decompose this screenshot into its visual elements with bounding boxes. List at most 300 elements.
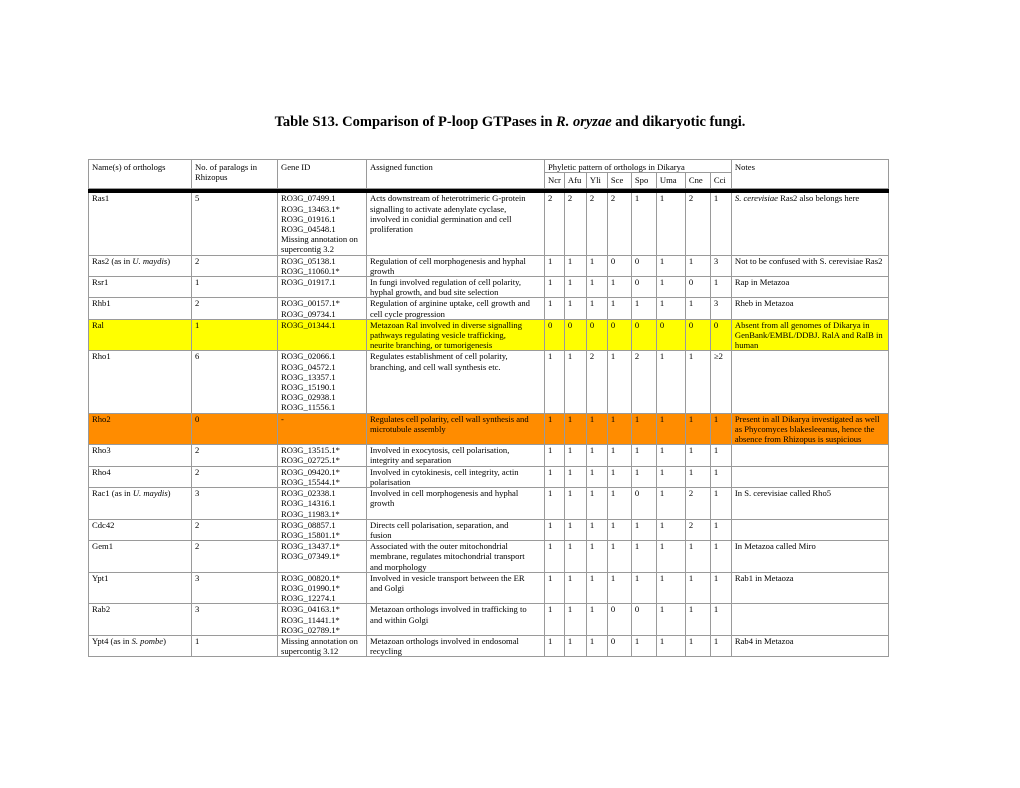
pattern-afu: 1 xyxy=(564,488,586,520)
notes-cell xyxy=(731,604,888,636)
pattern-spo: 2 xyxy=(631,351,656,413)
title-prefix: Table S13. Comparison of P-loop GTPases in xyxy=(274,114,557,130)
function-line: Directs cell polarisation, separation, and xyxy=(370,519,509,530)
function-line: branching, and cell wall synthesis etc. xyxy=(370,361,501,372)
gene-ids xyxy=(278,541,367,573)
ortholog-name-text: Rho2 xyxy=(92,413,111,424)
pattern-afu: 1 xyxy=(564,466,586,487)
function-line: polarisation xyxy=(370,476,411,487)
gene-id: RO3G_04572.1 xyxy=(281,361,336,372)
pattern-cci: 3 xyxy=(710,298,731,319)
gene-id: supercontig 3.12 xyxy=(281,646,339,657)
header-gene-id: Gene ID xyxy=(278,160,367,189)
gene-id: RO3G_05138.1 xyxy=(281,255,336,266)
pattern-cci: 1 xyxy=(710,413,731,445)
pattern-yli: 1 xyxy=(586,488,607,520)
function-line: growth xyxy=(370,498,395,509)
pattern-cne: 0 xyxy=(685,319,710,351)
pattern-afu: 2 xyxy=(564,193,586,255)
gene-id: RO3G_11556.1 xyxy=(281,402,336,413)
function-line: membrane, regulates mitochondrial transport xyxy=(370,551,525,562)
pattern-cci: 0 xyxy=(710,319,731,351)
paralog-count: 2 xyxy=(192,255,278,276)
species-header-spo: Spo xyxy=(631,173,656,189)
function-line: hyphal growth, and bud site selection xyxy=(370,287,499,298)
ortholog-name-species: S. pombe xyxy=(131,635,164,646)
header-paralogs: No. of paralogs in Rhizopus xyxy=(192,160,278,189)
ortholog-name-text: Rho1 xyxy=(92,351,111,362)
pattern-cci: 1 xyxy=(710,488,731,520)
notes-species: S. cerevisiae xyxy=(734,193,778,204)
function-line: Involved in cytokinesis, cell integrity, actin xyxy=(370,466,519,477)
gene-ids xyxy=(278,635,367,656)
pattern-spo: 1 xyxy=(631,466,656,487)
pattern-cci: 1 xyxy=(710,635,731,656)
paralog-count: 1 xyxy=(192,635,278,656)
ortholog-name-text: Rac1 (as in xyxy=(92,488,133,499)
pattern-spo: 0 xyxy=(631,488,656,520)
pattern-uma: 1 xyxy=(656,277,685,298)
pattern-cne: 1 xyxy=(685,351,710,413)
pattern-yli: 1 xyxy=(586,604,607,636)
pattern-afu: 1 xyxy=(564,541,586,573)
gene-ids xyxy=(278,351,367,413)
table-row xyxy=(89,541,889,573)
paralog-count: 5 xyxy=(192,193,278,255)
gene-ids xyxy=(278,519,367,540)
gene-id: RO3G_13463.1* xyxy=(281,203,340,214)
pattern-yli: 2 xyxy=(586,351,607,413)
gene-id: RO3G_11983.1* xyxy=(281,508,340,519)
ortholog-name-text: Ral xyxy=(92,319,104,330)
notes-cell xyxy=(731,572,888,604)
ortholog-name xyxy=(89,255,192,276)
pattern-ncr: 1 xyxy=(545,488,565,520)
pattern-yli: 1 xyxy=(586,519,607,540)
notes-cell xyxy=(731,445,888,466)
pattern-uma: 1 xyxy=(656,519,685,540)
pattern-cci: 1 xyxy=(710,541,731,573)
gene-id: RO3G_02938.1 xyxy=(281,392,336,403)
notes-cell xyxy=(731,466,888,487)
pattern-cci: 1 xyxy=(710,445,731,466)
function-line: fusion xyxy=(370,529,392,540)
pattern-afu: 1 xyxy=(564,255,586,276)
pattern-cne: 1 xyxy=(685,635,710,656)
function-line: Associated with the outer mitochondrial xyxy=(370,541,508,552)
ortholog-name-species: U. maydis xyxy=(132,488,168,499)
pattern-afu: 1 xyxy=(564,519,586,540)
header-function: Assigned function xyxy=(367,160,545,189)
gene-ids xyxy=(278,572,367,604)
ortholog-name-text: Cdc42 xyxy=(92,519,115,530)
pattern-spo: 0 xyxy=(631,255,656,276)
gene-id: RO3G_13437.1* xyxy=(281,541,340,552)
gene-id: RO3G_08857.1 xyxy=(281,519,336,530)
function-line: Regulation of arginine uptake, cell growth and xyxy=(370,298,530,309)
pattern-ncr: 0 xyxy=(545,319,565,351)
assigned-function xyxy=(367,413,545,445)
notes-text: Absent from all genomes of Dikarya in GenBank/EMBL/DDBJ. RalA and RalB in human xyxy=(734,319,883,351)
pattern-uma: 1 xyxy=(656,193,685,255)
table-row xyxy=(89,466,889,487)
gene-ids xyxy=(278,466,367,487)
notes-text: Rap in Metazoa xyxy=(734,277,790,288)
pattern-spo: 0 xyxy=(631,319,656,351)
header-notes: Notes xyxy=(731,160,888,189)
pattern-sce: 2 xyxy=(607,193,631,255)
gene-id: RO3G_07349.1* xyxy=(281,551,340,562)
gene-id: RO3G_01917.1 xyxy=(281,277,336,288)
pattern-cne: 2 xyxy=(685,488,710,520)
paralog-count: 3 xyxy=(192,572,278,604)
gene-ids xyxy=(278,277,367,298)
notes-cell xyxy=(731,277,888,298)
species-header-ncr: Ncr xyxy=(545,173,565,189)
notes-cell xyxy=(731,635,888,656)
pattern-ncr: 1 xyxy=(545,413,565,445)
paralog-count: 1 xyxy=(192,319,278,351)
pattern-spo: 1 xyxy=(631,193,656,255)
assigned-function xyxy=(367,298,545,319)
title-species: R. oryzae xyxy=(556,114,612,130)
ortholog-name-suffix: ) xyxy=(167,488,171,499)
function-line: Metazoan orthologs involved in trafficking to xyxy=(370,604,527,615)
table-body xyxy=(89,193,889,657)
assigned-function xyxy=(367,604,545,636)
ortholog-name-text: Rho4 xyxy=(92,466,111,477)
notes-cell xyxy=(731,413,888,445)
function-line: involved in conidial germination and cell xyxy=(370,213,512,224)
gtpase-table xyxy=(88,159,889,657)
gene-id: RO3G_15544.1* xyxy=(281,476,340,487)
gene-id: RO3G_11441.1* xyxy=(281,614,340,625)
pattern-cci: 1 xyxy=(710,277,731,298)
table-row xyxy=(89,635,889,656)
gene-ids xyxy=(278,413,367,445)
table-row xyxy=(89,298,889,319)
paralog-count: 2 xyxy=(192,466,278,487)
gene-ids xyxy=(278,298,367,319)
function-line: Metazoan Ral involved in diverse signalling xyxy=(370,319,523,330)
ortholog-name xyxy=(89,466,192,487)
pattern-yli: 1 xyxy=(586,255,607,276)
pattern-cci: 1 xyxy=(710,466,731,487)
assigned-function xyxy=(367,635,545,656)
function-line: In fungi involved regulation of cell polarity, xyxy=(370,277,521,288)
notes-text: Rab1 in Metaoza xyxy=(734,572,794,583)
pattern-yli: 1 xyxy=(586,277,607,298)
table-row xyxy=(89,277,889,298)
pattern-afu: 1 xyxy=(564,604,586,636)
function-line: and Golgi xyxy=(370,582,405,593)
table-row xyxy=(89,519,889,540)
gene-id: Missing annotation on xyxy=(281,635,358,646)
paralog-count: 2 xyxy=(192,519,278,540)
pattern-ncr: 2 xyxy=(545,193,565,255)
pattern-spo: 1 xyxy=(631,413,656,445)
pattern-cci: 1 xyxy=(710,572,731,604)
function-line: integrity and separation xyxy=(370,455,452,466)
ortholog-name-text: Ras1 xyxy=(92,193,110,204)
pattern-ncr: 1 xyxy=(545,255,565,276)
function-line: Acts downstream of heterotrimeric G-protein xyxy=(370,193,526,204)
notes-text: In Metazoa called Miro xyxy=(734,541,816,552)
paralog-count: 0 xyxy=(192,413,278,445)
pattern-cne: 1 xyxy=(685,298,710,319)
assigned-function xyxy=(367,319,545,351)
pattern-ncr: 1 xyxy=(545,298,565,319)
ortholog-name-text: Gem1 xyxy=(92,541,114,552)
pattern-cne: 1 xyxy=(685,572,710,604)
function-line: Regulates establishment of cell polarity, xyxy=(370,351,508,362)
pattern-cne: 1 xyxy=(685,541,710,573)
ortholog-name xyxy=(89,635,192,656)
pattern-ncr: 1 xyxy=(545,277,565,298)
notes-cell xyxy=(731,298,888,319)
gene-id: RO3G_00157.1* xyxy=(281,298,340,309)
function-line: microtubule assembly xyxy=(370,423,446,434)
notes-cell xyxy=(731,319,888,351)
gene-id: RO3G_15801.1* xyxy=(281,529,340,540)
assigned-function xyxy=(367,519,545,540)
pattern-yli: 1 xyxy=(586,298,607,319)
ortholog-name xyxy=(89,519,192,540)
notes-cell xyxy=(731,488,888,520)
gene-id: supercontig 3.2 xyxy=(281,244,334,255)
species-header-yli: Yli xyxy=(586,173,607,189)
gene-id: RO3G_09734.1 xyxy=(281,308,336,319)
gene-id: RO3G_02789.1* xyxy=(281,624,340,635)
ortholog-name-suffix: ) xyxy=(163,635,166,646)
notes-cell xyxy=(731,519,888,540)
header-orthologs: Name(s) of orthologs xyxy=(89,160,192,189)
pattern-uma: 1 xyxy=(656,488,685,520)
function-line: neurite branching, or tumorigenesis xyxy=(370,340,493,351)
ortholog-name xyxy=(89,541,192,573)
ortholog-name-text: Ras2 (as in xyxy=(92,255,133,266)
function-line: Regulates cell polarity, cell wall synthesis and xyxy=(370,413,529,424)
pattern-spo: 0 xyxy=(631,277,656,298)
pattern-afu: 1 xyxy=(564,572,586,604)
assigned-function xyxy=(367,277,545,298)
function-line: cell cycle progression xyxy=(370,308,445,319)
gene-id: RO3G_14316.1 xyxy=(281,498,336,509)
function-line: Involved in cell morphogenesis and hyphal xyxy=(370,488,519,499)
pattern-afu: 0 xyxy=(564,319,586,351)
table-row xyxy=(89,193,889,255)
paralog-count: 3 xyxy=(192,488,278,520)
pattern-uma: 0 xyxy=(656,319,685,351)
pattern-uma: 1 xyxy=(656,298,685,319)
gene-id: RO3G_04548.1 xyxy=(281,224,336,235)
species-header-sce: Sce xyxy=(607,173,631,189)
function-line: recycling xyxy=(370,646,402,657)
pattern-cci: 1 xyxy=(710,193,731,255)
function-line: pathways regulating vesicle trafficking, xyxy=(370,330,506,341)
pattern-yli: 1 xyxy=(586,541,607,573)
assigned-function xyxy=(367,193,545,255)
ortholog-name-text: Rho3 xyxy=(92,445,111,456)
pattern-afu: 1 xyxy=(564,351,586,413)
ortholog-name xyxy=(89,298,192,319)
notes-text: In S. cerevisiae called Rho5 xyxy=(734,488,832,499)
pattern-yli: 1 xyxy=(586,635,607,656)
pattern-spo: 1 xyxy=(631,298,656,319)
ortholog-name-suffix: ) xyxy=(167,255,171,266)
table-row xyxy=(89,413,889,445)
assigned-function xyxy=(367,488,545,520)
pattern-ncr: 1 xyxy=(545,635,565,656)
gene-id: RO3G_15190.1 xyxy=(281,382,336,393)
table-row xyxy=(89,255,889,276)
gene-id: RO3G_01344.1 xyxy=(281,319,336,330)
gene-id: RO3G_02066.1 xyxy=(281,351,336,362)
table-row xyxy=(89,488,889,520)
ortholog-name-text: Rab2 xyxy=(92,604,111,615)
ortholog-name xyxy=(89,572,192,604)
notes-cell xyxy=(731,351,888,413)
assigned-function xyxy=(367,351,545,413)
pattern-uma: 1 xyxy=(656,635,685,656)
ortholog-name xyxy=(89,445,192,466)
pattern-spo: 1 xyxy=(631,635,656,656)
pattern-afu: 1 xyxy=(564,445,586,466)
ortholog-name-text: Ypt4 (as in xyxy=(92,635,132,646)
ortholog-name xyxy=(89,193,192,255)
gene-id: RO3G_02725.1* xyxy=(281,455,340,466)
assigned-function xyxy=(367,572,545,604)
function-line: proliferation xyxy=(370,224,413,235)
table-title xyxy=(0,114,1020,131)
pattern-uma: 1 xyxy=(656,413,685,445)
pattern-sce: 1 xyxy=(607,572,631,604)
pattern-yli: 1 xyxy=(586,445,607,466)
species-header-cne: Cne xyxy=(685,173,710,189)
notes-text: Not to be confused with S. cerevisiae Ras2 xyxy=(734,255,883,266)
header-phyletic: Phyletic pattern of orthologs in Dikarya xyxy=(545,160,732,173)
notes-cell xyxy=(731,541,888,573)
pattern-sce: 1 xyxy=(607,445,631,466)
notes-text: Present in all Dikarya investigated as well as Phycomyces blakesleeanus, hence the absence from Rhizopus is suspicious xyxy=(734,413,880,445)
gene-id: RO3G_07499.1 xyxy=(281,193,336,204)
ortholog-name-text: Rhb1 xyxy=(92,298,111,309)
assigned-function xyxy=(367,255,545,276)
ortholog-name xyxy=(89,604,192,636)
pattern-sce: 1 xyxy=(607,298,631,319)
notes-cell xyxy=(731,255,888,276)
ortholog-name-species: U. maydis xyxy=(132,255,168,266)
pattern-ncr: 1 xyxy=(545,541,565,573)
pattern-uma: 1 xyxy=(656,572,685,604)
pattern-cci: 3 xyxy=(710,255,731,276)
assigned-function xyxy=(367,445,545,466)
pattern-cne: 2 xyxy=(685,193,710,255)
notes-text: Ras2 also belongs here xyxy=(778,193,860,204)
pattern-yli: 0 xyxy=(586,319,607,351)
gene-ids xyxy=(278,193,367,255)
pattern-uma: 1 xyxy=(656,466,685,487)
paralog-count: 2 xyxy=(192,541,278,573)
pattern-yli: 1 xyxy=(586,572,607,604)
pattern-cne: 1 xyxy=(685,466,710,487)
pattern-ncr: 1 xyxy=(545,445,565,466)
paralog-count: 6 xyxy=(192,351,278,413)
pattern-yli: 1 xyxy=(586,466,607,487)
pattern-ncr: 1 xyxy=(545,466,565,487)
gene-id: RO3G_02338.1 xyxy=(281,488,336,499)
gene-id: RO3G_01916.1 xyxy=(281,213,336,224)
table-row xyxy=(89,351,889,413)
pattern-ncr: 1 xyxy=(545,604,565,636)
function-line: Metazoan orthologs involved in endosomal xyxy=(370,635,519,646)
pattern-sce: 0 xyxy=(607,635,631,656)
pattern-sce: 1 xyxy=(607,277,631,298)
pattern-ncr: 1 xyxy=(545,572,565,604)
function-line: Involved in vesicle transport between the ER xyxy=(370,572,525,583)
ortholog-name-text: Ypt1 xyxy=(92,572,109,583)
pattern-ncr: 1 xyxy=(545,519,565,540)
pattern-cci: 1 xyxy=(710,519,731,540)
gene-ids xyxy=(278,255,367,276)
function-line: Regulation of cell morphogenesis and hyphal xyxy=(370,255,526,266)
function-line: and morphology xyxy=(370,561,427,572)
ortholog-name xyxy=(89,319,192,351)
table-row xyxy=(89,445,889,466)
species-header-cci: Cci xyxy=(710,173,731,189)
table-row xyxy=(89,604,889,636)
pattern-uma: 1 xyxy=(656,351,685,413)
notes-text: Rheb in Metazoa xyxy=(734,298,794,309)
pattern-spo: 1 xyxy=(631,445,656,466)
assigned-function xyxy=(367,541,545,573)
function-line: Involved in exocytosis, cell polarisation, xyxy=(370,445,510,456)
function-line: signalling to activate adenylate cyclase, xyxy=(370,203,507,214)
pattern-uma: 1 xyxy=(656,541,685,573)
pattern-sce: 1 xyxy=(607,351,631,413)
pattern-sce: 1 xyxy=(607,466,631,487)
gene-id: RO3G_00820.1* xyxy=(281,572,340,583)
title-suffix: and dikaryotic fungi. xyxy=(611,114,746,130)
pattern-sce: 1 xyxy=(607,488,631,520)
ortholog-name xyxy=(89,488,192,520)
pattern-cne: 1 xyxy=(685,255,710,276)
paralog-count: 2 xyxy=(192,445,278,466)
pattern-cci: ≥2 xyxy=(710,351,731,413)
assigned-function xyxy=(367,466,545,487)
ortholog-name xyxy=(89,277,192,298)
gene-id: RO3G_13357.1 xyxy=(281,371,336,382)
pattern-yli: 1 xyxy=(586,413,607,445)
paralog-count: 2 xyxy=(192,298,278,319)
pattern-spo: 0 xyxy=(631,604,656,636)
gene-id: Missing annotation on xyxy=(281,234,358,245)
notes-text: Rab4 in Metazoa xyxy=(734,635,794,646)
gene-id: RO3G_09420.1* xyxy=(281,466,340,477)
pattern-afu: 1 xyxy=(564,277,586,298)
pattern-uma: 1 xyxy=(656,445,685,466)
ortholog-name-text: Rsr1 xyxy=(92,277,109,288)
gene-ids xyxy=(278,445,367,466)
table-row xyxy=(89,572,889,604)
pattern-sce: 0 xyxy=(607,255,631,276)
ortholog-name xyxy=(89,351,192,413)
pattern-spo: 1 xyxy=(631,572,656,604)
pattern-cne: 1 xyxy=(685,604,710,636)
pattern-cci: 1 xyxy=(710,604,731,636)
pattern-cne: 2 xyxy=(685,519,710,540)
pattern-spo: 1 xyxy=(631,541,656,573)
